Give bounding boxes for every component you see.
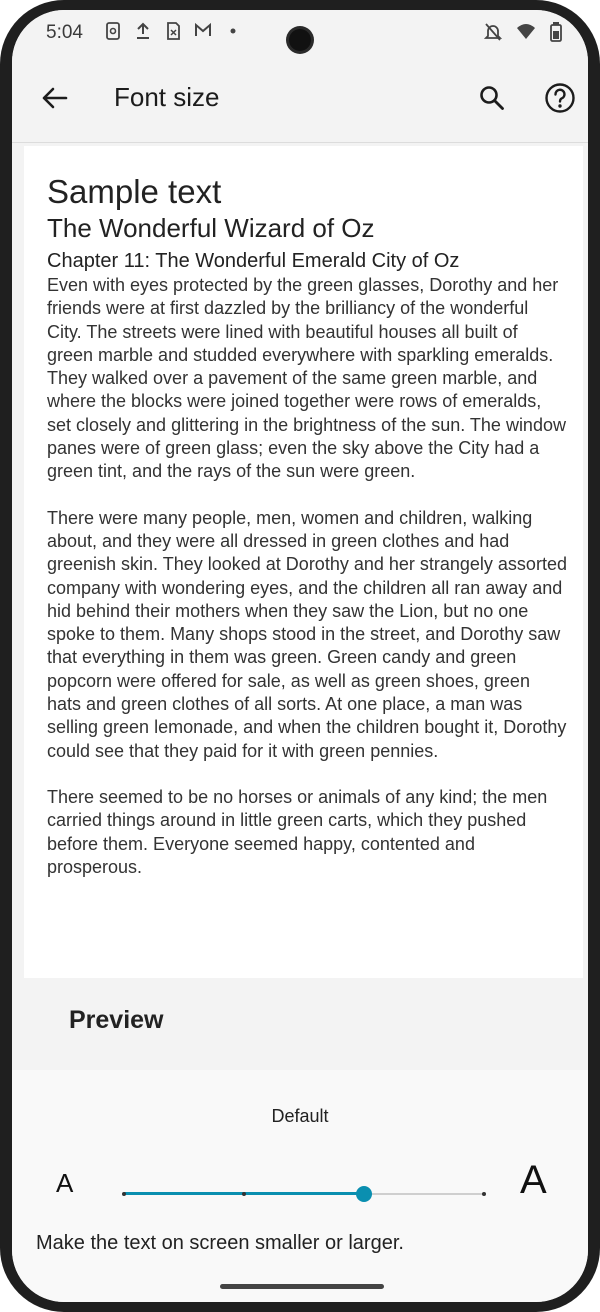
smaller-font-button[interactable]: A — [56, 1168, 74, 1198]
font-size-slider[interactable] — [124, 1182, 484, 1206]
font-size-controls — [12, 1070, 588, 1302]
book-title: The Wonderful Wizard of Oz — [47, 213, 375, 243]
search-button[interactable] — [474, 80, 510, 116]
camera-cutout — [289, 29, 311, 51]
status-time: 5:04 — [46, 22, 83, 43]
status-icons-right — [484, 22, 562, 47]
screen — [12, 10, 588, 1302]
search-icon — [479, 85, 505, 111]
slider-tick-0[interactable] — [122, 1192, 126, 1196]
preview-label: Preview — [69, 1006, 164, 1034]
wifi-icon — [516, 23, 536, 46]
mute-icon — [484, 22, 502, 47]
battery-icon — [550, 22, 562, 47]
dot-icon — [224, 22, 242, 42]
back-button[interactable] — [36, 80, 72, 116]
sample-paragraph-3: There seemed to be no horses or animals of any kind; the men carried things around in little green carts, which they pushed before them. Everyone seemed happy, contented and prosperous. — [47, 786, 548, 877]
nfc-icon — [104, 22, 122, 42]
sample-text-content — [47, 172, 567, 902]
sample-paragraph-2: There were many people, men, women and children, walking about, and they were all dressed in green clothes and had greenish skin. They looked at Dorothy and her strangely assorted company with wondering eyes, and the children all ran away and hid behind their mothers when they saw the Lion, but no one spoke to them. Many shops stood in the street, and Dorothy saw that everything in them was green. Green candy and green popcorn were offered for sale, as well as green shoes, green hats and green clothes of all sorts. At one place, a man was selling green lemonade, and when the children bought it, Dorothy could see that they paid for it with green pennies. — [47, 507, 567, 761]
slider-tick-3[interactable] — [482, 1192, 486, 1196]
sample-paragraph-1: Even with eyes protected by the green glasses, Dorothy and her friends were at first dazzled by the brilliancy of the wonderful City. The streets were lined with beautiful houses all built of green marble and studded everywhere with sparkling emeralds. They walked over a pavement of the same green marble, and where the blocks were joined together were rows of emeralds, set closely and glittering in the brightness of the sun. The window panes were of green glass; even the sky above the City had a green tint, and the rays of the sun were green. — [47, 275, 566, 482]
sample-heading: Sample text — [47, 173, 222, 210]
slider-tick-1[interactable] — [242, 1192, 246, 1196]
sim-icon — [164, 22, 182, 42]
sample-text-card — [24, 146, 583, 978]
font-size-hint: Make the text on screen smaller or larger. — [36, 1232, 404, 1254]
app-bar — [12, 56, 588, 143]
slider-thumb[interactable] — [356, 1186, 372, 1202]
gmail-icon — [194, 22, 212, 42]
larger-font-button[interactable]: A — [520, 1158, 547, 1202]
status-icons-left — [104, 22, 242, 42]
chapter-title: Chapter 11: The Wonderful Emerald City of Oz — [47, 250, 460, 272]
home-indicator[interactable] — [220, 1284, 384, 1289]
arrow-left-icon — [40, 86, 68, 110]
help-icon — [544, 82, 576, 114]
upload-icon — [134, 22, 152, 42]
preview-section — [12, 978, 588, 1070]
status-bar — [12, 10, 588, 56]
page-title: Font size — [114, 82, 220, 112]
help-button[interactable] — [540, 78, 580, 118]
current-size-label: Default — [271, 1106, 329, 1126]
